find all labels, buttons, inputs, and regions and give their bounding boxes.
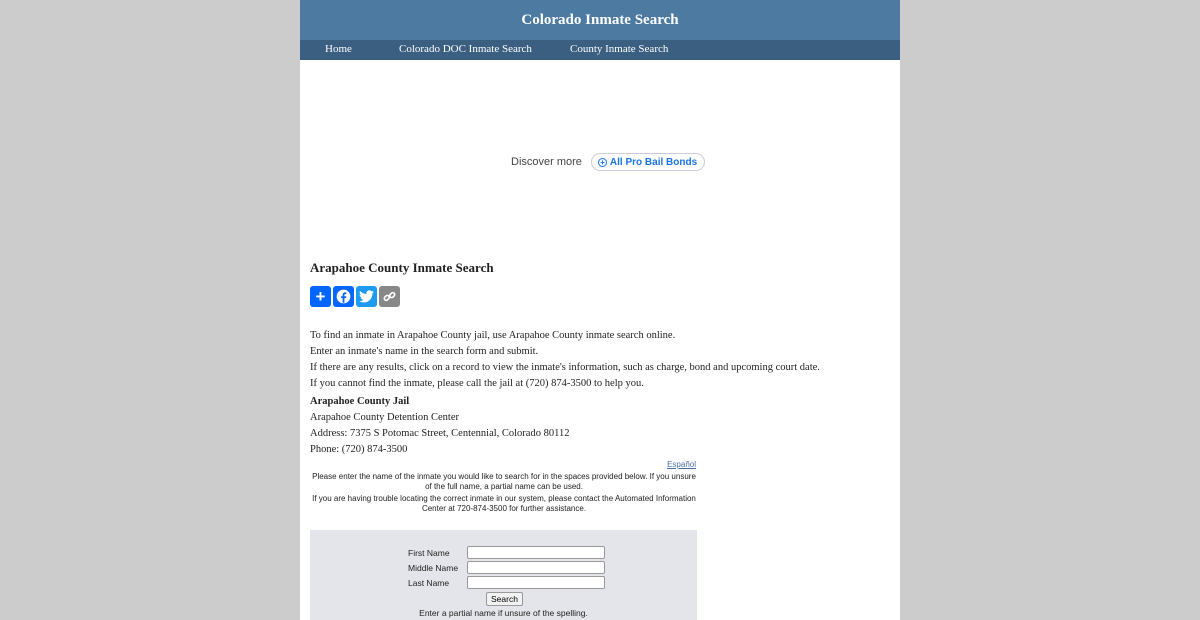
jail-phone: Phone: (720) 874-3500 [310,444,408,455]
last-name-label: Last Name [408,577,450,588]
share-plus-icon[interactable]: + [310,286,331,307]
discover-more-label: Discover more [511,156,582,168]
plus-circle-icon: + [598,158,607,167]
last-name-row [408,576,605,589]
nav-county-inmate-search[interactable]: County Inmate Search [570,43,669,55]
espanol-link[interactable]: Español [667,460,696,469]
search-notice [310,472,698,513]
jail-facility: Arapahoe County Detention Center [310,412,459,423]
search-button[interactable]: Search [486,592,523,606]
page-title: Arapahoe County Inmate Search [310,260,494,275]
first-name-row [408,546,605,559]
twitter-icon[interactable] [356,286,377,307]
nav-colorado-doc-inmate-search[interactable]: Colorado DOC Inmate Search [399,43,532,55]
intro-line: To find an inmate in Arapahoe County jail, use Arapahoe County inmate search online. [310,330,676,341]
intro-line: If you cannot find the inmate, please call the jail at (720) 874-3500 to help you. [310,378,644,389]
site-title: Colorado Inmate Search [521,11,679,28]
main-content [300,261,900,620]
nav-home[interactable]: Home [325,43,352,55]
facebook-icon[interactable] [333,286,354,307]
jail-address: Address: 7375 S Potomac Street, Centennial, Colorado 80112 [310,428,570,439]
top-nav [300,40,900,60]
ad-pill-label: All Pro Bail Bonds [609,156,698,168]
page-container [300,0,900,620]
first-name-input[interactable] [467,546,605,559]
middle-name-row [408,561,605,574]
espanol-link-container [310,460,696,469]
middle-name-label: Middle Name [408,562,459,573]
intro-text [310,328,890,392]
jail-info [310,394,890,458]
notice-text: If you are having trouble locating the correct inmate in our system, please contact the Automated Information Center at 720-874-3500 for further assistance. [312,494,696,513]
discover-more [511,153,705,171]
inmate-search-form [310,530,697,620]
copy-link-icon[interactable] [379,286,400,307]
intro-line: If there are any results, click on a record to view the inmate's information, such as charge, bond and upcoming court date. [310,362,820,373]
partial-name-hint: Enter a partial name if unsure of the spelling. [419,608,588,618]
notice-text: Please enter the name of the inmate you would like to search for in the spaces provided below. If you unsure of the full name, a partial name can be used. [312,472,696,491]
middle-name-input[interactable] [467,561,605,574]
first-name-label: First Name [408,547,450,558]
site-header [300,0,900,40]
ad-area [300,60,900,260]
ad-pill-all-pro-bail-bonds[interactable] [591,153,705,171]
intro-line: Enter an inmate's name in the search form and submit. [310,346,539,357]
last-name-input[interactable] [467,576,605,589]
jail-name: Arapahoe County Jail [310,396,410,407]
share-buttons [310,286,890,307]
